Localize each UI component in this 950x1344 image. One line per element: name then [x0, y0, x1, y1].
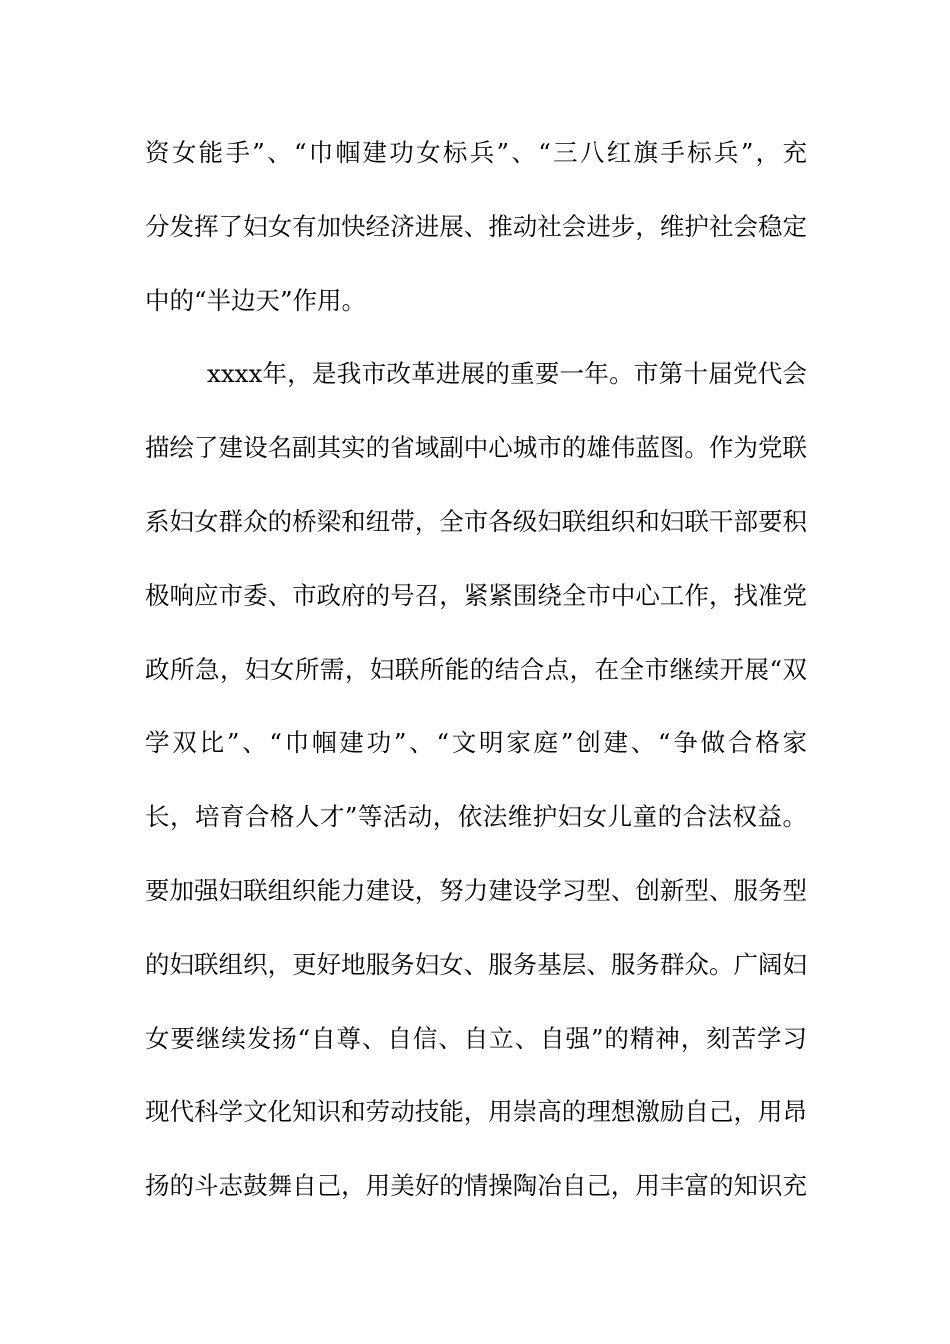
text-line: 女要继续发扬“自尊、自信、自立、自强”的精神，刻苦学习: [145, 1023, 807, 1053]
text-line: 的妇联组织，更好地服务妇女、服务基层、服务群众。广阔妇: [145, 949, 807, 979]
text-line: 长，培育合格人才”等活动，依法维护妇女儿童的合法权益。: [145, 802, 807, 832]
text-line: 要加强妇联组织能力建设，努力建设学习型、创新型、服务型: [145, 875, 807, 905]
text-line: 政所急，妇女所需，妇联所能的结合点，在全市继续开展“双: [145, 654, 807, 684]
text-line: 分发挥了妇女有加快经济进展、推动社会进步，维护社会稳定: [145, 211, 807, 241]
text-line: 现代科学文化知识和劳动技能，用崇高的理想激励自己，用昂: [145, 1097, 807, 1127]
text-line: 极响应市委、市政府的号召，紧紧围绕全市中心工作，找准党: [145, 580, 807, 610]
text-line: 中的“半边天”作用。: [145, 285, 367, 315]
text-line: 学双比”、“巾帼建功”、“文明家庭”创建、“争做合格家: [145, 728, 807, 758]
paragraph-first-line: xxxx年，是我市改革进展的重要一年。市第十届党代会: [207, 359, 807, 389]
text-line: 系妇女群众的桥梁和纽带，全市各级妇联组织和妇联干部要积: [145, 506, 807, 536]
text-line: 扬的斗志鼓舞自己，用美好的情操陶冶自己，用丰富的知识充: [145, 1171, 807, 1201]
text-line: 资女能手”、“巾帼建功女标兵”、“三八红旗手标兵”，充: [145, 138, 807, 167]
document-body: [145, 130, 807, 1237]
text-line: 描绘了建设名副其实的省域副中心城市的雄伟蓝图。作为党联: [145, 433, 807, 463]
